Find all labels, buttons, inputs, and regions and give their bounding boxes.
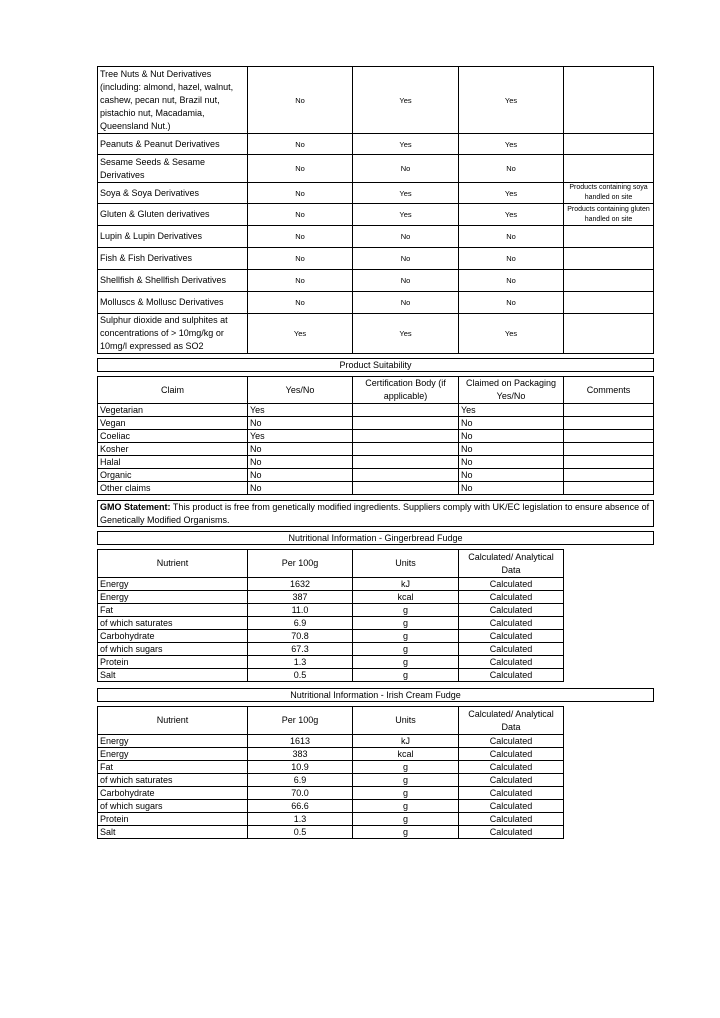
per-100g: 1.3 — [248, 656, 353, 669]
yesno: Yes — [248, 430, 353, 443]
claim: Vegan — [98, 417, 248, 430]
allergen-table — [97, 66, 654, 354]
allergen-label: Shellfish & Shellfish Derivatives — [98, 270, 248, 292]
header-claim: Claim — [98, 377, 248, 404]
allergen-value: Yes — [353, 183, 459, 204]
unit: g — [353, 630, 459, 643]
per-100g: 67.3 — [248, 643, 353, 656]
per-100g: 6.9 — [248, 617, 353, 630]
source: Calculated — [459, 669, 564, 682]
suitability-row — [98, 482, 654, 495]
header-per-100g: Per 100g — [248, 707, 353, 735]
suitability-title: Product Suitability — [97, 358, 654, 372]
unit: g — [353, 761, 459, 774]
unit: g — [353, 656, 459, 669]
allergen-label: Peanuts & Peanut Derivatives — [98, 134, 248, 155]
unit: g — [353, 787, 459, 800]
per-100g: 11.0 — [248, 604, 353, 617]
nutrition-table — [97, 549, 564, 682]
certification — [353, 456, 459, 469]
allergen-row — [98, 248, 654, 270]
header-units: Units — [353, 707, 459, 735]
nutrient: Carbohydrate — [98, 630, 248, 643]
allergen-value: No — [459, 226, 564, 248]
header-units: Units — [353, 550, 459, 578]
source: Calculated — [459, 735, 564, 748]
nutrition-row — [98, 617, 564, 630]
allergen-label: Fish & Fish Derivatives — [98, 248, 248, 270]
unit: g — [353, 774, 459, 787]
unit: g — [353, 813, 459, 826]
header-source: Calculated/ Analytical Data — [459, 550, 564, 578]
allergen-label: Tree Nuts & Nut Derivatives (including: almond, hazel, walnut, cashew, pecan nut, Brazil nut, pistachio nut, Macadamia, Queensland Nut.) — [98, 67, 248, 134]
header-yesno: Yes/No — [248, 377, 353, 404]
allergen-label: Sulphur dioxide and sulphites at concentrations of > 10mg/kg or 10mg/l expressed as SO2 — [98, 314, 248, 354]
per-100g: 1632 — [248, 578, 353, 591]
allergen-comment — [564, 226, 654, 248]
suitability-row — [98, 456, 654, 469]
packaging: No — [459, 430, 564, 443]
allergen-label: Molluscs & Mollusc Derivatives — [98, 292, 248, 314]
yesno: No — [248, 469, 353, 482]
allergen-value: No — [248, 155, 353, 183]
source: Calculated — [459, 643, 564, 656]
header-certification: Certification Body (if applicable) — [353, 377, 459, 404]
nutrient: Fat — [98, 604, 248, 617]
comments — [564, 469, 654, 482]
per-100g: 6.9 — [248, 774, 353, 787]
source: Calculated — [459, 578, 564, 591]
nutrient: Energy — [98, 735, 248, 748]
gmo-label: GMO Statement: — [100, 502, 171, 512]
certification — [353, 482, 459, 495]
claim: Organic — [98, 469, 248, 482]
allergen-value: No — [248, 248, 353, 270]
nutrient: Energy — [98, 578, 248, 591]
header-packaging: Claimed on Packaging Yes/No — [459, 377, 564, 404]
source: Calculated — [459, 748, 564, 761]
allergen-comment: Products containing soya handled on site — [564, 183, 654, 204]
certification — [353, 404, 459, 417]
source: Calculated — [459, 761, 564, 774]
nutrient: Carbohydrate — [98, 787, 248, 800]
allergen-value: No — [353, 226, 459, 248]
nutrition-row — [98, 578, 564, 591]
packaging: No — [459, 482, 564, 495]
nutrition-row — [98, 748, 564, 761]
nutrient: Salt — [98, 826, 248, 839]
nutrient: of which saturates — [98, 617, 248, 630]
source: Calculated — [459, 774, 564, 787]
header-nutrient: Nutrient — [98, 707, 248, 735]
allergen-value: No — [353, 155, 459, 183]
allergen-label: Sesame Seeds & Sesame Derivatives — [98, 155, 248, 183]
allergen-value: No — [459, 292, 564, 314]
allergen-value: No — [248, 204, 353, 226]
claim: Coeliac — [98, 430, 248, 443]
allergen-comment — [564, 134, 654, 155]
allergen-row — [98, 270, 654, 292]
comments — [564, 404, 654, 417]
nutrient: of which sugars — [98, 643, 248, 656]
certification — [353, 469, 459, 482]
per-100g: 66.6 — [248, 800, 353, 813]
allergen-value: Yes — [353, 314, 459, 354]
nutrition-row — [98, 591, 564, 604]
allergen-value: Yes — [248, 314, 353, 354]
per-100g: 70.0 — [248, 787, 353, 800]
allergen-value: No — [459, 270, 564, 292]
allergen-row — [98, 183, 654, 204]
source: Calculated — [459, 591, 564, 604]
header-per-100g: Per 100g — [248, 550, 353, 578]
nutrition-row — [98, 800, 564, 813]
allergen-value: No — [248, 134, 353, 155]
nutrient: Energy — [98, 748, 248, 761]
per-100g: 0.5 — [248, 669, 353, 682]
allergen-value: Yes — [459, 67, 564, 134]
packaging: Yes — [459, 404, 564, 417]
certification — [353, 443, 459, 456]
allergen-label: Lupin & Lupin Derivatives — [98, 226, 248, 248]
source: Calculated — [459, 813, 564, 826]
comments — [564, 456, 654, 469]
nutrient: Salt — [98, 669, 248, 682]
allergen-row — [98, 134, 654, 155]
nutrition-row — [98, 643, 564, 656]
suitability-row — [98, 417, 654, 430]
gmo-text: This product is free from genetically modified ingredients. Suppliers comply with UK/EC legislation to ensure absence of Genetically Modified Organisms. — [100, 502, 650, 525]
nutrition-row — [98, 604, 564, 617]
allergen-row — [98, 314, 654, 354]
source: Calculated — [459, 787, 564, 800]
certification — [353, 430, 459, 443]
nutrition-row — [98, 774, 564, 787]
unit: g — [353, 800, 459, 813]
unit: g — [353, 643, 459, 656]
unit: g — [353, 617, 459, 630]
allergen-comment — [564, 314, 654, 354]
per-100g: 387 — [248, 591, 353, 604]
unit: g — [353, 826, 459, 839]
per-100g: 1613 — [248, 735, 353, 748]
allergen-comment — [564, 155, 654, 183]
allergen-value: No — [248, 270, 353, 292]
nutrition-header-row — [98, 550, 564, 578]
yesno: No — [248, 443, 353, 456]
allergen-value: No — [353, 248, 459, 270]
packaging: No — [459, 469, 564, 482]
header-nutrient: Nutrient — [98, 550, 248, 578]
source: Calculated — [459, 630, 564, 643]
allergen-row — [98, 204, 654, 226]
nutrition-row — [98, 813, 564, 826]
allergen-label: Gluten & Gluten derivatives — [98, 204, 248, 226]
nutrient: Protein — [98, 813, 248, 826]
nutrient: Protein — [98, 656, 248, 669]
allergen-comment: Products containing gluten handled on site — [564, 204, 654, 226]
header-comments: Comments — [564, 377, 654, 404]
allergen-value: No — [459, 248, 564, 270]
nutrient: of which sugars — [98, 800, 248, 813]
allergen-value: No — [459, 155, 564, 183]
comments — [564, 417, 654, 430]
suitability-header-row — [98, 377, 654, 404]
allergen-value: Yes — [353, 204, 459, 226]
nutrient: Energy — [98, 591, 248, 604]
suitability-row — [98, 443, 654, 456]
source: Calculated — [459, 800, 564, 813]
unit: kcal — [353, 591, 459, 604]
allergen-comment — [564, 248, 654, 270]
unit: kcal — [353, 748, 459, 761]
comments — [564, 482, 654, 495]
source: Calculated — [459, 826, 564, 839]
allergen-row — [98, 292, 654, 314]
yesno: No — [248, 482, 353, 495]
allergen-comment — [564, 292, 654, 314]
header-source: Calculated/ Analytical Data — [459, 707, 564, 735]
nutrition-title: Nutritional Information - Gingerbread Fudge — [97, 531, 654, 545]
per-100g: 1.3 — [248, 813, 353, 826]
allergen-value: Yes — [459, 204, 564, 226]
packaging: No — [459, 456, 564, 469]
comments — [564, 443, 654, 456]
allergen-comment — [564, 270, 654, 292]
per-100g: 0.5 — [248, 826, 353, 839]
allergen-value: No — [353, 270, 459, 292]
nutrition-row — [98, 656, 564, 669]
allergen-value: No — [248, 292, 353, 314]
claim: Vegetarian — [98, 404, 248, 417]
claim: Other claims — [98, 482, 248, 495]
nutrition-title: Nutritional Information - Irish Cream Fudge — [97, 688, 654, 702]
nutrition-row — [98, 669, 564, 682]
claim: Kosher — [98, 443, 248, 456]
allergen-comment — [564, 67, 654, 134]
nutrition-row — [98, 761, 564, 774]
allergen-value: Yes — [459, 183, 564, 204]
allergen-row — [98, 155, 654, 183]
nutrition-row — [98, 787, 564, 800]
allergen-value: No — [248, 183, 353, 204]
unit: g — [353, 604, 459, 617]
nutrition-table — [97, 706, 564, 839]
allergen-value: No — [248, 67, 353, 134]
unit: g — [353, 669, 459, 682]
yesno: No — [248, 417, 353, 430]
source: Calculated — [459, 656, 564, 669]
allergen-value: Yes — [353, 67, 459, 134]
allergen-value: No — [353, 292, 459, 314]
allergen-value: Yes — [459, 134, 564, 155]
nutrient: Fat — [98, 761, 248, 774]
allergen-value: No — [248, 226, 353, 248]
suitability-row — [98, 469, 654, 482]
nutrition-row — [98, 826, 564, 839]
gmo-statement — [97, 500, 654, 527]
suitability-row — [98, 404, 654, 417]
per-100g: 10.9 — [248, 761, 353, 774]
suitability-table — [97, 376, 654, 495]
nutrition-row — [98, 630, 564, 643]
allergen-row — [98, 226, 654, 248]
yesno: Yes — [248, 404, 353, 417]
allergen-value: Yes — [459, 314, 564, 354]
unit: kJ — [353, 735, 459, 748]
packaging: No — [459, 443, 564, 456]
yesno: No — [248, 456, 353, 469]
suitability-row — [98, 430, 654, 443]
packaging: No — [459, 417, 564, 430]
allergen-row — [98, 67, 654, 134]
certification — [353, 417, 459, 430]
per-100g: 383 — [248, 748, 353, 761]
unit: kJ — [353, 578, 459, 591]
source: Calculated — [459, 617, 564, 630]
per-100g: 70.8 — [248, 630, 353, 643]
allergen-label: Soya & Soya Derivatives — [98, 183, 248, 204]
nutrient: of which saturates — [98, 774, 248, 787]
allergen-value: Yes — [353, 134, 459, 155]
claim: Halal — [98, 456, 248, 469]
comments — [564, 430, 654, 443]
nutrition-row — [98, 735, 564, 748]
source: Calculated — [459, 604, 564, 617]
nutrition-header-row — [98, 707, 564, 735]
